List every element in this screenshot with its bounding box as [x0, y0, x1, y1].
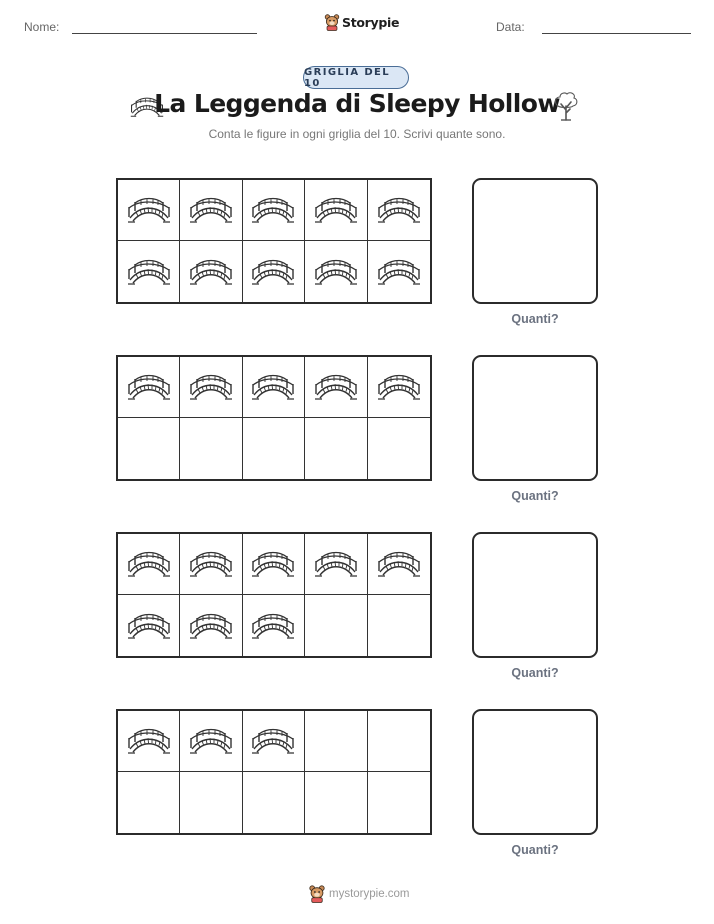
bridge-icon — [251, 726, 295, 756]
bear-mascot-icon — [308, 884, 326, 903]
ten-frame-1 — [116, 178, 432, 304]
frame-cell — [118, 711, 180, 772]
frame-cell — [118, 241, 180, 302]
ten-frame-4 — [116, 709, 432, 835]
bridge-icon — [251, 195, 295, 225]
frame-cell — [118, 418, 180, 479]
footer-url: mystorypie.com — [329, 887, 410, 900]
bridge-icon — [189, 372, 233, 402]
bridge-icon — [377, 372, 421, 402]
instructions: Conta le figure in ogni griglia del 10. Scrivi quante sono. — [208, 127, 506, 141]
bridge-icon — [251, 372, 295, 402]
bridge-icon — [314, 257, 358, 287]
frame-cell — [180, 595, 242, 656]
bridge-icon — [251, 257, 295, 287]
frame-cell — [180, 534, 242, 595]
worksheet-type-badge: GRIGLIA DEL 10 — [303, 66, 409, 89]
bridge-icon — [189, 611, 233, 641]
name-field[interactable] — [72, 33, 257, 34]
bridge-icon — [127, 549, 171, 579]
ten-frame-3 — [116, 532, 432, 658]
bridge-icon — [189, 726, 233, 756]
bridge-icon — [189, 195, 233, 225]
frame-cell — [180, 711, 242, 772]
brand-logo — [324, 13, 399, 31]
date-field[interactable] — [542, 33, 691, 34]
frame-cell — [243, 595, 305, 656]
bridge-icon — [251, 549, 295, 579]
frame-cell — [305, 534, 367, 595]
bridge-icon — [314, 195, 358, 225]
frame-cell — [180, 357, 242, 418]
answer-box-4[interactable] — [472, 709, 598, 835]
frame-cell — [243, 357, 305, 418]
frame-cell — [305, 241, 367, 302]
frame-cell — [243, 772, 305, 833]
bridge-icon — [377, 549, 421, 579]
bridge-icon — [251, 611, 295, 641]
bridge-icon — [377, 257, 421, 287]
count-prompt-1: Quanti? — [511, 312, 559, 326]
frame-cell — [180, 241, 242, 302]
footer — [308, 884, 410, 903]
frame-cell — [305, 595, 367, 656]
tree-icon — [553, 91, 579, 121]
bear-mascot-icon — [324, 13, 340, 31]
frame-cell — [118, 595, 180, 656]
frame-cell — [305, 180, 367, 241]
bridge-icon — [127, 611, 171, 641]
frame-cell — [305, 772, 367, 833]
frame-cell — [243, 534, 305, 595]
bridge-icon — [127, 195, 171, 225]
answer-box-3[interactable] — [472, 532, 598, 658]
bridge-icon — [314, 372, 358, 402]
bridge-icon — [314, 549, 358, 579]
frame-cell — [118, 534, 180, 595]
frame-cell — [305, 418, 367, 479]
bridge-icon — [189, 257, 233, 287]
date-label: Data: — [496, 20, 525, 34]
bridge-icon — [127, 257, 171, 287]
frame-cell — [180, 772, 242, 833]
answer-box-1[interactable] — [472, 178, 598, 304]
ten-frame-2 — [116, 355, 432, 481]
frame-cell — [368, 180, 430, 241]
frame-cell — [368, 241, 430, 302]
bridge-icon — [127, 372, 171, 402]
frame-cell — [180, 180, 242, 241]
frame-cell — [305, 357, 367, 418]
brand-name: Storypie — [342, 14, 400, 30]
frame-cell — [180, 418, 242, 479]
bridge-icon — [189, 549, 233, 579]
frame-cell — [243, 418, 305, 479]
answer-box-2[interactable] — [472, 355, 598, 481]
frame-cell — [368, 595, 430, 656]
frame-cell — [118, 772, 180, 833]
frame-cell — [368, 357, 430, 418]
frame-cell — [368, 534, 430, 595]
count-prompt-2: Quanti? — [511, 489, 559, 503]
frame-cell — [368, 711, 430, 772]
count-prompt-4: Quanti? — [511, 843, 559, 857]
page-title: La Leggenda di Sleepy Hollow — [154, 89, 560, 118]
frame-cell — [118, 357, 180, 418]
count-prompt-3: Quanti? — [511, 666, 559, 680]
frame-cell — [368, 418, 430, 479]
frame-cell — [243, 711, 305, 772]
frame-cell — [243, 241, 305, 302]
frame-cell — [118, 180, 180, 241]
bridge-icon — [377, 195, 421, 225]
frame-cell — [243, 180, 305, 241]
frame-cell — [305, 711, 367, 772]
name-label: Nome: — [24, 20, 60, 34]
frame-cell — [368, 772, 430, 833]
bridge-icon — [127, 726, 171, 756]
